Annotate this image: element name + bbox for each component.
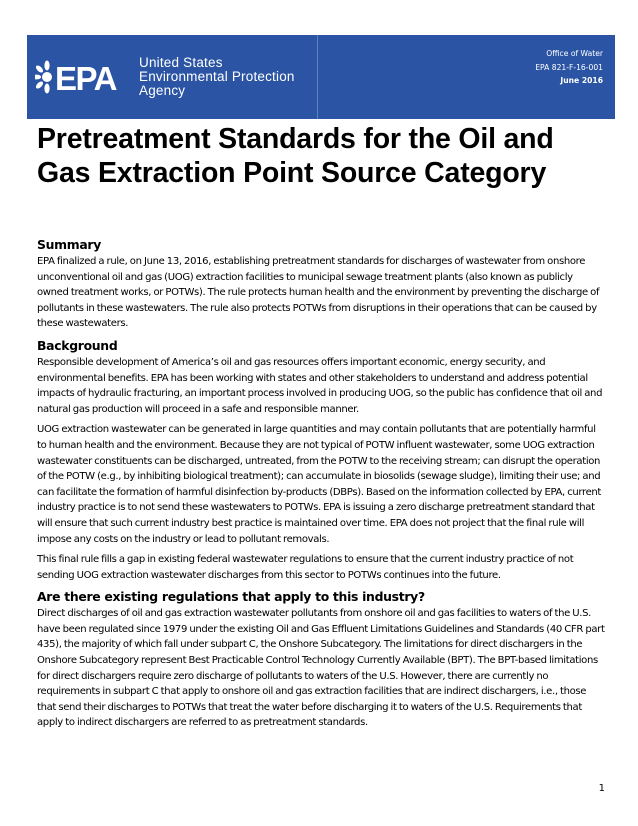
document-body [37, 236, 605, 736]
summary-paragraph: EPA finalized a rule, on June 13, 2016, establishing pretreatment standards for discharges of wastewater from onshore unconventional oil and gas (UOG) extraction facilities to municipal sewage treatment plants (also known as publicly owned treatment works, or POTWs). The rule protects human health and the environment by preventing the discharge of pollutants in these wastewaters. The rule also protects POTWs from disruptions in their operations that can be caused by these wastewaters. [37, 256, 600, 330]
office-name: Office of Water [546, 49, 603, 58]
regulations-heading: Are there existing regulations that apply to this industry? [37, 589, 425, 605]
page-number: 1 [598, 783, 605, 794]
epa-logo-icon [35, 57, 133, 97]
office-info [535, 47, 603, 88]
agency-name [139, 56, 295, 98]
agency-line-2: Environmental Protection [139, 69, 295, 84]
header-banner [27, 35, 615, 119]
background-heading: Background [37, 337, 118, 353]
regulations-paragraph: Direct discharges of oil and gas extraction wastewater pollutants from onshore oil and gas facilities to waters of the U.S. have been regulated since 1979 under the existing Oil and Gas Effluent Limitations Guidelines and Standards (40 CFR part 435), the majority of which fall under subpart C, the Onshore Subcategory. The limitations for direct dischargers in the Onshore Subcategory represent Best Practicable Control Technology Currently Available (BPT). The BPT-based limitations for direct dischargers require zero discharge of pollutants to waters of the U.S. However, there are currently no requirements in subpart C that apply to onshore oil and gas extraction facilities that are indirect dischargers, i.e., those that send their discharges to POTWs that treat the water before discharging it to waters of the U.S. Requirements that apply to indirect dischargers are referred to as pretreatment standards. [37, 608, 605, 729]
epa-logo [35, 55, 295, 99]
background-paragraph-2: UOG extraction wastewater can be generated in large quantities and may contain pollutants that are potentially harmful to human health and the environment. Because they are not typical of POTW influent wastewater, some UOG extraction wastewater constituents can be discharged, untreated, from the POTW to the receiving stream; can disrupt the operation of the POTW (e.g., by inhibiting biological treatment); can accumulate in biosolids (sewage sludge), limiting their use; and can facilitate the formation of harmful disinfection by-products (DBPs). Based on the information collected by EPA, current industry practice is to not send these wastewaters to POTWs. EPA is issuing a zero discharge pretreatment standard that will ensure that such current industry best practice is maintained over time. EPA does not project that the final rule will impose any costs on the industry or lead to pollutant removals. [37, 424, 602, 545]
agency-line-1: United States [139, 55, 223, 70]
summary-heading: Summary [37, 237, 102, 252]
banner-divider [317, 35, 318, 119]
page-title: Pretreatment Standards for the Oil and Gas Extraction Point Source Category [37, 123, 554, 189]
doc-number: EPA 821-F-16-001 [535, 62, 603, 72]
doc-date: June 2016 [560, 76, 603, 85]
background-paragraph-1: Responsible development of America’s oil and gas resources offers important economic, energy security, and environmental benefits. EPA has been working with states and other stakeholders to understand and address potential impacts of hydraulic fracturing, an important process involved in producing UOG, so the public has confidence that oil and natural gas production will proceed in a safe and responsible manner. [37, 356, 603, 415]
background-paragraph-3: This final rule fills a gap in existing federal wastewater regulations to ensure that the current industry practice of not sending UOG extraction wastewater discharges from this sector to POTWs continues into the future. [37, 554, 574, 581]
logo-text: EPA [55, 60, 116, 97]
agency-line-3: Agency [139, 83, 186, 98]
